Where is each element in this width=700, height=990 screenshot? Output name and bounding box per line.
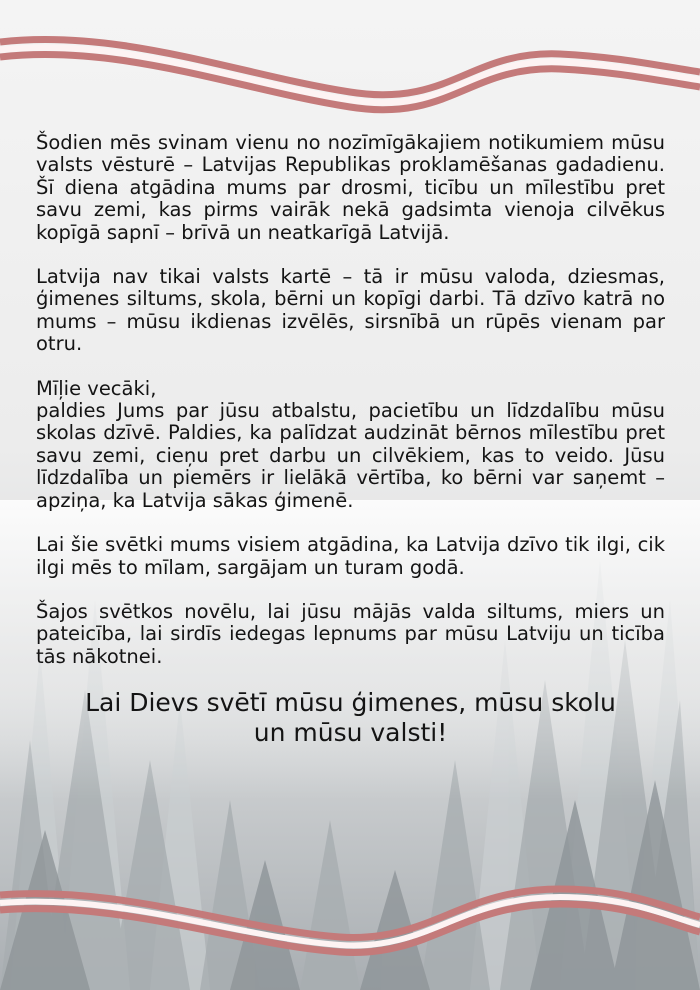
closing-line-1: Lai Dievs svētī mūsu ģimenes, mūsu skolu: [85, 688, 616, 718]
salutation: Mīļie vecāki,: [36, 376, 157, 400]
paragraph-parents: [36, 378, 665, 512]
paragraph-holiday: Lai šie svētki mums visiem atgādina, ka Latvija dzīvo tik ilgi, cik ilgi mēs to mīlam, sargājam un turam godā.: [36, 533, 665, 579]
closing-line-2: un mūsu valsti!: [253, 718, 448, 748]
flag-ribbon-top: [0, 20, 700, 130]
paragraph-intro: Šodien mēs svinam vienu no nozīmīgākajiem notikumiem mūsu valsts vēsturē – Latvijas Republikas proklamēšanas gadadienu. Šī diena atgādina mums par drosmi, ticību un mīlestību pret savu zemi, kas pirms vairāk nekā gadsimta vienoja cilvēkus kopīgā sapnī – brīvā un neatkarīgā Latvijā.: [36, 131, 665, 244]
flag-ribbon-bottom: [0, 875, 700, 985]
letter-body: [36, 132, 665, 748]
paragraph-wishes: Šajos svētkos novēlu, lai jūsu mājās valda siltums, miers un pateicība, lai sirdīs iedegas lepnums par mūsu Latviju un ticība tās nākotnei.: [36, 599, 665, 668]
paragraph-thanks: paldies Jums par jūsu atbalstu, pacietību un līdzdalību mūsu skolas dzīvē. Paldies, ka palīdzat audzināt bērnos mīlestību pret savu zemi, cieņu pret darbu un cilvēkiem, kas to veido. Jūsu līdzdalība un piemērs ir lielākā vērtība, ko bērni var saņemt –apziņa, ka Latvija sākas ģimenē.: [36, 399, 665, 512]
paragraph-latvia: Latvija nav tikai valsts kartē – tā ir mūsu valoda, dziesmas, ģimenes siltums, skola, bērni un kopīgi darbi. Tā dzīvo katrā no mums – mūsu ikdienas izvēlēs, sirsnībā un rūpēs vienam par otru.: [36, 265, 665, 356]
closing-blessing: [36, 688, 665, 748]
